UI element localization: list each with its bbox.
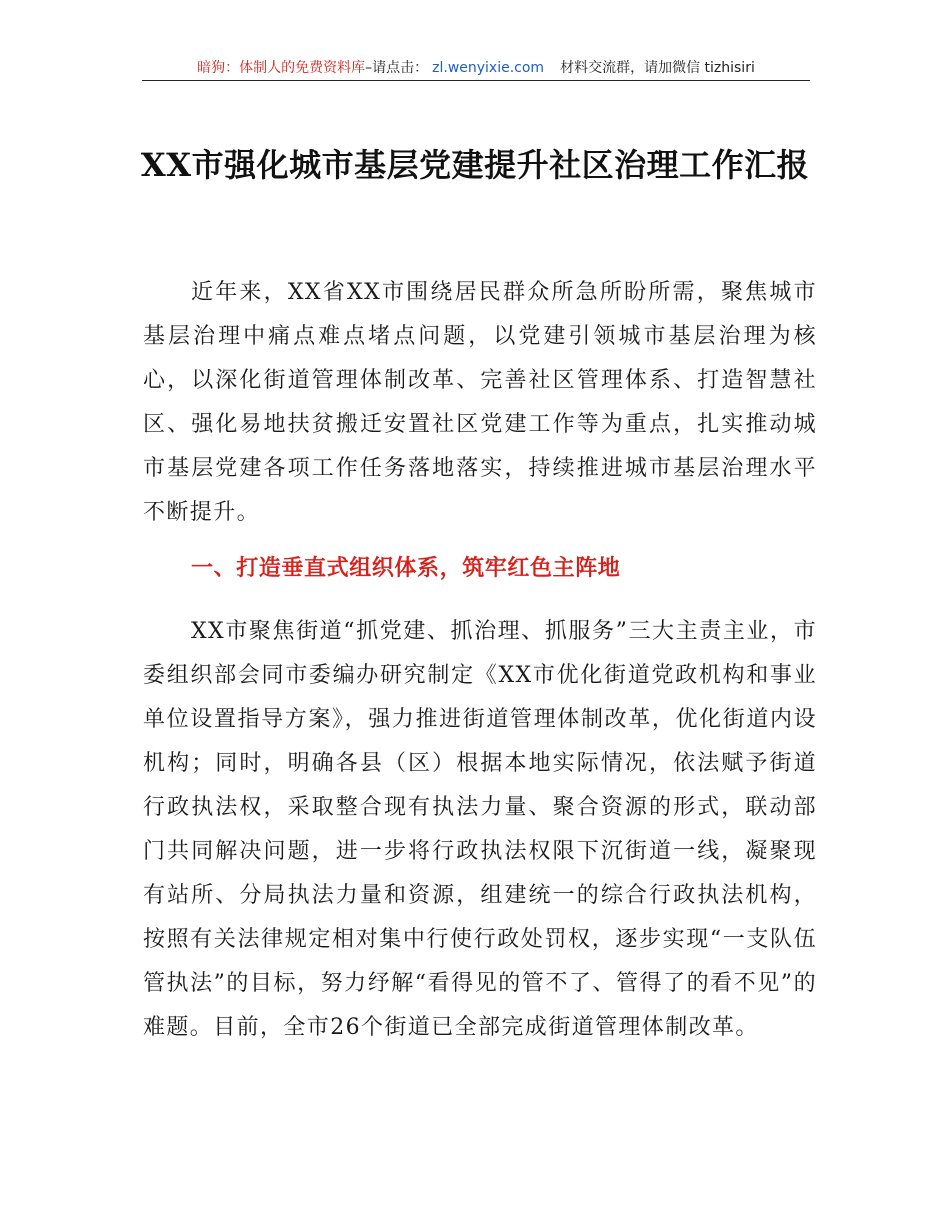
header-brand: 暗狗：体制人的免费资料库 xyxy=(197,60,366,76)
intro-paragraph: 近年来，XX省XX市围绕居民群众所急所盼所需，聚焦城市基层治理中痛点难点堵点问题，以党建引领城市基层治理为核心，以深化街道管理体制改革、完善社区管理体系、打造智慧社区、强化易地扶贫搬迁安置社区党建工作等为重点，扎实推动城市基层党建各项工作任务落地落实，持续推进城市基层治理水平不断提升。 xyxy=(143,280,817,525)
document-title: XX市强化城市基层党建提升社区治理工作汇报 xyxy=(140,146,810,184)
header-cta: –请点击： xyxy=(365,60,429,76)
section-1-paragraph: XX市聚焦街道“抓党建、抓治理、抓服务”三大主责主业，市委组织部会同市委编办研究制定《XX市优化街道党政机构和事业单位设置指导方案》，强力推进街道管理体制改革，优化街道内设机构；同时，明确各县（区）根据本地实际情况，依法赋予街道行政执法权，采取整合现有执法力量、聚合资源的形式，联动部门共同解决问题，进一步将行政执法权限下沉街道一线，凝聚现有站所、分局执法力量和资源，组建统一的综合行政执法机构，按照有关法律规定相对集中行使行政处罚权，逐步实现“一支队伍管执法”的目标，努力纾解“看得见的管不了、管得了的看不见”的难题。目前，全市26个街道已全部完成街道管理体制改革。 xyxy=(143,619,817,1040)
header-link[interactable]: zl.wenyixie.com xyxy=(432,60,545,76)
page-header xyxy=(142,58,810,81)
section-heading-1: 一、打造垂直式组织体系，筑牢红色主阵地 xyxy=(191,556,621,581)
header-note: 材料交流群，请加微信 tizhisiri xyxy=(560,60,755,76)
